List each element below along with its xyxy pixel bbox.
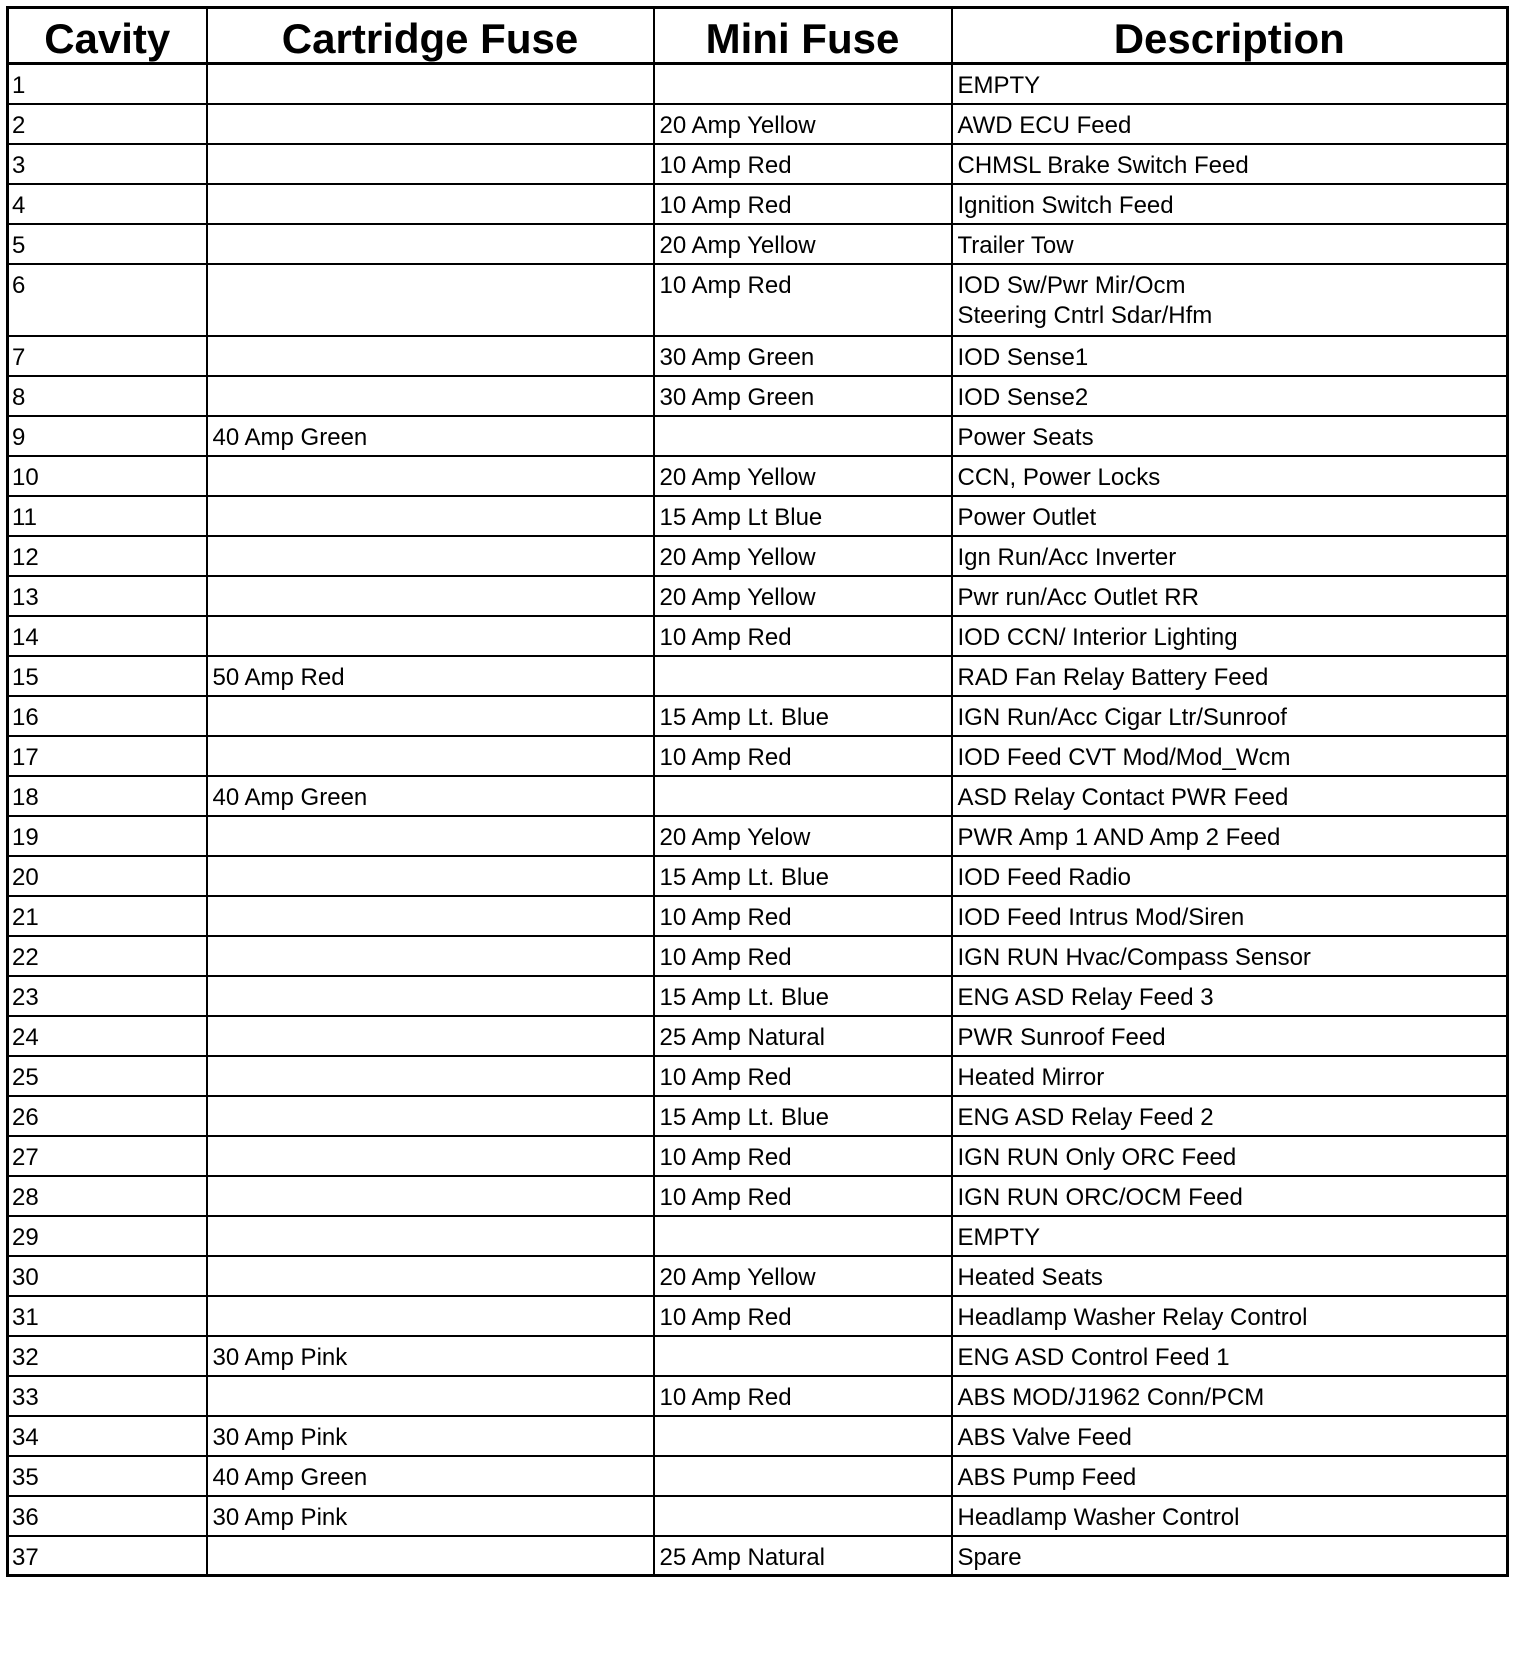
table-row [8,1536,1508,1576]
mini-fuse-cell: 10 Amp Red [654,1296,952,1336]
mini-fuse-cell: 15 Amp Lt. Blue [654,976,952,1016]
fuse-table-container [6,6,1506,1577]
description-line: ABS Valve Feed [957,1423,1132,1451]
mini-fuse-cell [654,1216,952,1256]
description-line: PWR Amp 1 AND Amp 2 Feed [957,823,1281,851]
cartridge-fuse-cell: 30 Amp Pink [207,1336,654,1376]
mini-fuse-cell: 20 Amp Yellow [654,1256,952,1296]
mini-fuse-cell: 20 Amp Yellow [654,224,952,264]
table-row [8,976,1508,1016]
cavity-cell: 30 [8,1256,207,1296]
cartridge-fuse-cell [207,1176,654,1216]
table-row [8,1416,1508,1456]
description-line: IOD Sense1 [957,343,1089,371]
table-row [8,1336,1508,1376]
cavity-cell: 15 [8,656,207,696]
table-row [8,336,1508,376]
description-line: ASD Relay Contact PWR Feed [957,783,1289,811]
header-row [8,8,1508,64]
cavity-cell: 22 [8,936,207,976]
table-row [8,496,1508,536]
cartridge-fuse-cell [207,264,654,336]
header-cavity: Cavity [8,8,207,64]
table-row [8,144,1508,184]
description-line: IGN RUN Only ORC Feed [957,1143,1237,1171]
description-cell [952,1296,1508,1336]
cartridge-fuse-cell [207,1136,654,1176]
description-cell [952,1336,1508,1376]
cartridge-fuse-cell [207,1296,654,1336]
mini-fuse-cell: 10 Amp Red [654,184,952,224]
description-line: Spare [957,1543,1022,1571]
description-line: RAD Fan Relay Battery Feed [957,663,1269,691]
cartridge-fuse-cell [207,376,654,416]
cavity-cell: 11 [8,496,207,536]
table-row [8,1216,1508,1256]
description-cell [952,224,1508,264]
description-cell [952,376,1508,416]
mini-fuse-cell [654,1496,952,1536]
table-row [8,1176,1508,1216]
description-line: Headlamp Washer Control [957,1503,1240,1531]
description-cell [952,1096,1508,1136]
description-cell [952,616,1508,656]
description-line: ABS Pump Feed [957,1463,1137,1491]
cartridge-fuse-cell [207,936,654,976]
cavity-cell: 24 [8,1016,207,1056]
table-row [8,536,1508,576]
cartridge-fuse-cell: 40 Amp Green [207,776,654,816]
cartridge-fuse-cell [207,976,654,1016]
table-row [8,64,1508,104]
description-cell [952,976,1508,1016]
cartridge-fuse-cell [207,496,654,536]
description-line: EMPTY [957,1223,1041,1251]
cavity-cell: 3 [8,144,207,184]
description-cell [952,456,1508,496]
mini-fuse-cell: 20 Amp Yellow [654,104,952,144]
description-cell [952,536,1508,576]
description-line: IOD Feed Intrus Mod/Siren [957,903,1245,931]
cavity-cell: 36 [8,1496,207,1536]
cartridge-fuse-cell: 40 Amp Green [207,416,654,456]
cavity-cell: 19 [8,816,207,856]
mini-fuse-cell [654,1456,952,1496]
table-body [8,64,1508,1576]
description-line: IOD Feed Radio [957,863,1131,891]
table-row [8,776,1508,816]
cavity-cell: 12 [8,536,207,576]
cartridge-fuse-cell [207,1256,654,1296]
table-row [8,224,1508,264]
description-line: Headlamp Washer Relay Control [957,1303,1308,1331]
description-cell [952,144,1508,184]
description-cell [952,856,1508,896]
mini-fuse-cell: 10 Amp Red [654,616,952,656]
cavity-cell: 14 [8,616,207,656]
description-line: Heated Seats [957,1263,1103,1291]
description-cell [952,1056,1508,1096]
cavity-cell: 23 [8,976,207,1016]
description-cell [952,64,1508,104]
cavity-cell: 31 [8,1296,207,1336]
cavity-cell: 18 [8,776,207,816]
mini-fuse-cell: 15 Amp Lt. Blue [654,1096,952,1136]
cavity-cell: 28 [8,1176,207,1216]
mini-fuse-cell: 10 Amp Red [654,264,952,336]
mini-fuse-cell: 25 Amp Natural [654,1536,952,1576]
table-row [8,856,1508,896]
description-cell [952,264,1508,336]
table-row [8,264,1508,336]
description-line: ENG ASD Relay Feed 2 [957,1103,1214,1131]
cartridge-fuse-cell [207,576,654,616]
cavity-cell: 4 [8,184,207,224]
mini-fuse-cell: 10 Amp Red [654,1136,952,1176]
table-row [8,1136,1508,1176]
description-line: Trailer Tow [957,231,1074,259]
mini-fuse-cell [654,416,952,456]
description-cell [952,1416,1508,1456]
mini-fuse-cell: 15 Amp Lt Blue [654,496,952,536]
mini-fuse-cell: 20 Amp Yelow [654,816,952,856]
description-cell [952,416,1508,456]
cartridge-fuse-cell [207,224,654,264]
table-row [8,184,1508,224]
cavity-cell: 8 [8,376,207,416]
cavity-cell: 37 [8,1536,207,1576]
table-row [8,1496,1508,1536]
description-cell [952,1536,1508,1576]
mini-fuse-cell: 15 Amp Lt. Blue [654,696,952,736]
description-line: IOD Sw/Pwr Mir/Ocm [957,271,1186,299]
mini-fuse-cell [654,776,952,816]
table-row [8,376,1508,416]
table-row [8,456,1508,496]
description-line: Ignition Switch Feed [957,191,1174,219]
cavity-cell: 34 [8,1416,207,1456]
description-line: ENG ASD Control Feed 1 [957,1343,1230,1371]
header-cartridge-fuse: Cartridge Fuse [207,8,654,64]
description-line: IGN Run/Acc Cigar Ltr/Sunroof [957,703,1287,731]
description-cell [952,1176,1508,1216]
cartridge-fuse-cell: 30 Amp Pink [207,1416,654,1456]
mini-fuse-cell: 30 Amp Green [654,376,952,416]
table-row [8,1296,1508,1336]
cavity-cell: 25 [8,1056,207,1096]
table-row [8,736,1508,776]
description-cell [952,1496,1508,1536]
cavity-cell: 17 [8,736,207,776]
table-row [8,1376,1508,1416]
description-cell [952,1456,1508,1496]
table-row [8,104,1508,144]
description-cell [952,1256,1508,1296]
cavity-cell: 16 [8,696,207,736]
table-row [8,656,1508,696]
table-row [8,576,1508,616]
mini-fuse-cell: 20 Amp Yellow [654,536,952,576]
description-line: Ign Run/Acc Inverter [957,543,1177,571]
mini-fuse-cell [654,64,952,104]
mini-fuse-cell [654,1416,952,1456]
cartridge-fuse-cell [207,856,654,896]
table-row [8,1456,1508,1496]
cartridge-fuse-cell [207,1056,654,1096]
cartridge-fuse-cell [207,1016,654,1056]
table-row [8,1016,1508,1056]
table-row [8,1056,1508,1096]
description-line: PWR Sunroof Feed [957,1023,1166,1051]
cavity-cell: 10 [8,456,207,496]
description-line: Heated Mirror [957,1063,1105,1091]
description-cell [952,896,1508,936]
cavity-cell: 29 [8,1216,207,1256]
cartridge-fuse-cell: 30 Amp Pink [207,1496,654,1536]
cavity-cell: 33 [8,1376,207,1416]
table-row [8,616,1508,656]
description-cell [952,696,1508,736]
cavity-cell: 9 [8,416,207,456]
mini-fuse-cell: 20 Amp Yellow [654,576,952,616]
description-cell [952,776,1508,816]
cartridge-fuse-cell: 50 Amp Red [207,656,654,696]
description-line: IGN RUN ORC/OCM Feed [957,1183,1243,1211]
description-cell [952,736,1508,776]
cartridge-fuse-cell [207,896,654,936]
cavity-cell: 20 [8,856,207,896]
cavity-cell: 6 [8,264,207,336]
cartridge-fuse-cell [207,144,654,184]
table-row [8,1096,1508,1136]
header-mini-fuse: Mini Fuse [654,8,952,64]
cartridge-fuse-cell [207,64,654,104]
description-line: Power Seats [957,423,1094,451]
cartridge-fuse-cell [207,184,654,224]
description-cell [952,184,1508,224]
table-row [8,696,1508,736]
cartridge-fuse-cell [207,104,654,144]
cavity-cell: 1 [8,64,207,104]
description-line: IGN RUN Hvac/Compass Sensor [957,943,1311,971]
cavity-cell: 5 [8,224,207,264]
description-line: ENG ASD Relay Feed 3 [957,983,1214,1011]
table-row [8,896,1508,936]
description-cell [952,576,1508,616]
cartridge-fuse-cell [207,816,654,856]
description-cell [952,1376,1508,1416]
mini-fuse-cell: 10 Amp Red [654,144,952,184]
mini-fuse-cell: 10 Amp Red [654,1056,952,1096]
description-line: Power Outlet [957,503,1097,531]
cavity-cell: 32 [8,1336,207,1376]
table-row [8,1256,1508,1296]
cartridge-fuse-cell [207,1216,654,1256]
cavity-cell: 35 [8,1456,207,1496]
cartridge-fuse-cell [207,536,654,576]
description-line: EMPTY [957,72,1041,99]
table-row [8,816,1508,856]
cartridge-fuse-cell: 40 Amp Green [207,1456,654,1496]
cavity-cell: 13 [8,576,207,616]
description-cell [952,936,1508,976]
description-line: IOD Sense2 [957,383,1089,411]
description-line: IOD Feed CVT Mod/Mod_Wcm [957,743,1291,771]
mini-fuse-cell: 10 Amp Red [654,1376,952,1416]
mini-fuse-cell [654,1336,952,1376]
mini-fuse-cell: 20 Amp Yellow [654,456,952,496]
description-cell [952,816,1508,856]
cavity-cell: 2 [8,104,207,144]
description-line: CCN, Power Locks [957,463,1161,491]
cartridge-fuse-cell [207,456,654,496]
table-header [8,8,1508,64]
cavity-cell: 21 [8,896,207,936]
cartridge-fuse-cell [207,336,654,376]
description-cell [952,1216,1508,1256]
cavity-cell: 26 [8,1096,207,1136]
description-line: CHMSL Brake Switch Feed [957,151,1249,179]
cartridge-fuse-cell [207,696,654,736]
description-line: ABS MOD/J1962 Conn/PCM [957,1383,1265,1411]
description-cell [952,336,1508,376]
table-row [8,936,1508,976]
cavity-cell: 27 [8,1136,207,1176]
description-cell [952,104,1508,144]
cartridge-fuse-cell [207,736,654,776]
cartridge-fuse-cell [207,1376,654,1416]
description-line: Pwr run/Acc Outlet RR [957,583,1199,611]
description-line: AWD ECU Feed [957,111,1132,139]
header-description: Description [952,8,1508,64]
mini-fuse-cell: 10 Amp Red [654,896,952,936]
description-cell [952,496,1508,536]
mini-fuse-cell: 25 Amp Natural [654,1016,952,1056]
table-row [8,416,1508,456]
mini-fuse-cell: 30 Amp Green [654,336,952,376]
mini-fuse-cell: 10 Amp Red [654,736,952,776]
description-cell [952,1136,1508,1176]
mini-fuse-cell: 10 Amp Red [654,936,952,976]
fuse-table [6,6,1509,1577]
cartridge-fuse-cell [207,616,654,656]
description-line: IOD CCN/ Interior Lighting [957,623,1238,651]
mini-fuse-cell: 10 Amp Red [654,1176,952,1216]
mini-fuse-cell [654,656,952,696]
mini-fuse-cell: 15 Amp Lt. Blue [654,856,952,896]
cavity-cell: 7 [8,336,207,376]
description-cell [952,656,1508,696]
description-cell [952,1016,1508,1056]
cartridge-fuse-cell [207,1096,654,1136]
description-line: Steering Cntrl Sdar/Hfm [957,301,1213,329]
cartridge-fuse-cell [207,1536,654,1576]
